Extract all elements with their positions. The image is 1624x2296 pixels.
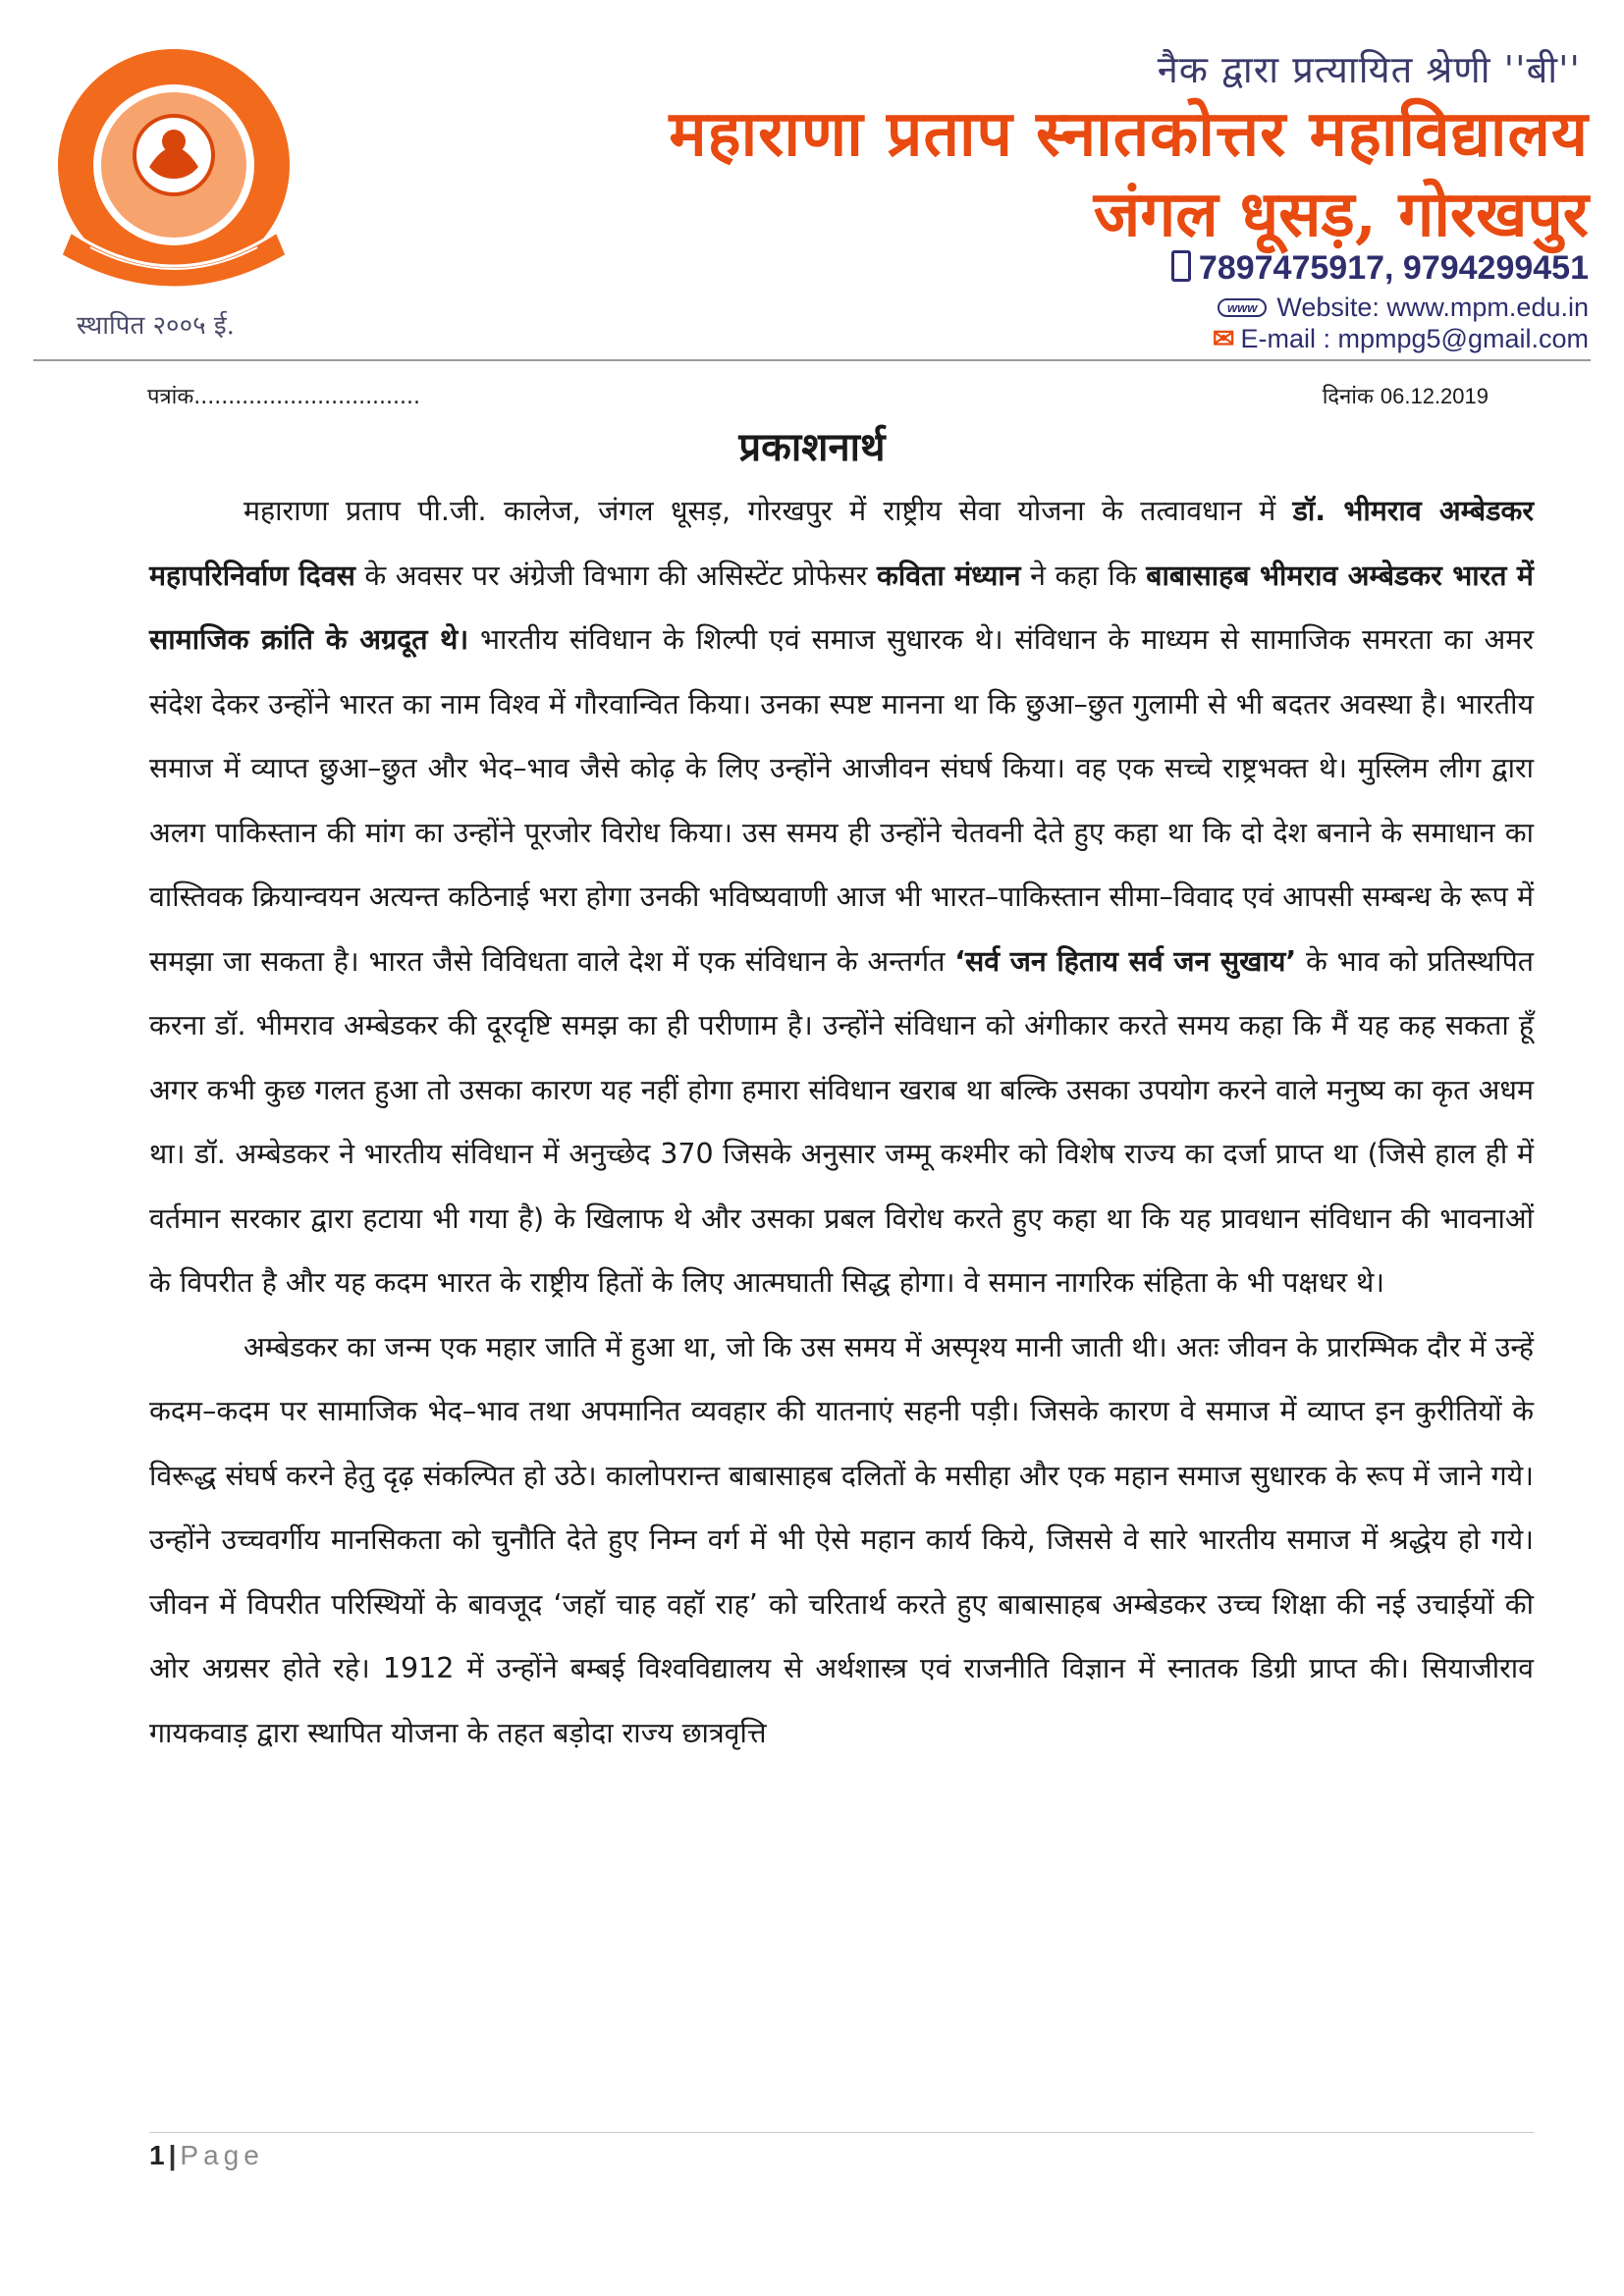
website-text: Website: www.mpm.edu.in bbox=[1276, 293, 1589, 322]
event-name-bold: डॉ. भीमराव अम्बेडकर महापरिनिर्वाण दिवस bbox=[149, 495, 1534, 592]
globe-www-icon: www bbox=[1218, 298, 1267, 317]
paragraph-1 bbox=[149, 479, 1534, 1315]
page-separator: | bbox=[168, 2140, 177, 2170]
envelope-icon: ✉ bbox=[1212, 324, 1235, 353]
para1-text: महाराणा प्रताप पी.जी. कालेज, जंगल धूसड़, गोरखपुर में राष्ट्रीय सेवा योजना के तत्वावधान में bbox=[244, 495, 1293, 527]
date-label: दिनांक bbox=[1322, 385, 1374, 409]
letterhead bbox=[0, 0, 1624, 365]
date-line bbox=[1323, 381, 1489, 410]
paragraph-2: अम्बेडकर का जन्म एक महार जाति में हुआ था, जो कि उस समय में अस्पृश्य मानी जाती थी। अतः जीवन के प्रारम्भिक दौर में उन्हें कदम–कदम पर सामाजिक भेद–भाव तथा अपमानित व्यवहार की यातनाएं सहनी पड़ी। जिसके कारण वे समाज में व्याप्त इन कुरीतियों के विरूद्ध संघर्ष करने हेतु दृढ़ संकल्पित हो उठे। कालोपरान्त बाबासाहब दलितों के मसीहा और एक महान समाज सुधारक के रूप में जाने गये। उन्होंने उच्चवर्गीय मानसिकता को चुनौति देते हुए निम्न वर्ग में भी ऐसे महान कार्य किये, जिससे वे सारे भारतीय समाज में श्रद्धेय हो गये। जीवन में विपरीत परिस्थियों के बावजूद ‘जहॉ चाह वहॉ राह’ को चरितार्थ करते हुए बाबासाहब अम्बेडकर उच्च शिक्षा की नई उचाईयों की ओर अग्रसर होते रहे। 1912 में उन्होंने बम्बई विश्वविद्यालय से अर्थशास्त्र एवं राजनीति विज्ञान में स्नातक डिग्री प्राप्त की। सियाजीराव गायकवाड़ द्वारा स्थापित योजना के तहत बड़ोदा राज्य छात्रवृत्ति bbox=[149, 1330, 1535, 1749]
speaker-name-bold: कविता मंध्यान bbox=[876, 559, 1021, 592]
para1-text: के भाव को प्रतिस्थपित करना डॉ. भीमराव अम्बेडकर की दूरदृष्टि समझ का ही परीणाम है। उन्होंने संविधान को अंगीकार करते समय कहा कि मैं यह कह सकता हूँ अगर कभी कुछ गलत हुआ तो उसका कारण यह नहीं होगा हमारा संविधान खराब था बल्कि उसका उपयोग करने वाले मनुष्य का कृत अधम था। डॉ. अम्बेडकर ने भारतीय संविधान में अनुच्छेद 370 जिसके अनुसार जम्मू कश्मीर को विशेष राज्य का दर्जा प्राप्त था (जिसे हाल ही में वर्तमान सरकार द्वारा हटाया भी गया है) के खिलाफ थे और उसका प्रबल विरोध करते हुए कहा था कि यह प्रावधान संविधान की भावनाओं के विपरीत है और यह कदम भारत के राष्ट्रीय हितों के लिए आत्मघाती सिद्ध होगा। वे समान नागरिक संहिता के भी पक्षधर थे। bbox=[149, 944, 1535, 1299]
established-year: स्थापित २००५ ई. bbox=[77, 311, 235, 341]
naac-accreditation-line: नैक द्वारा प्रत्यायित श्रेणी ''बी'' bbox=[1157, 48, 1581, 91]
para1-text: के अवसर पर अंग्रेजी विभाग की असिस्टेंट प्रोफेसर bbox=[354, 559, 877, 592]
college-name: महाराणा प्रताप स्नातकोत्तर महाविद्यालय bbox=[669, 97, 1589, 171]
key-quote-bold: बाबासाहब भीमराव अम्बेडकर भारत में सामाजिक क्रांति के अग्रदूत थे। bbox=[149, 559, 1534, 656]
phone-numbers bbox=[1171, 249, 1589, 288]
press-release-body bbox=[149, 479, 1534, 1765]
website-line bbox=[1218, 293, 1589, 323]
mobile-phone-icon bbox=[1171, 250, 1191, 282]
page-label: Page bbox=[180, 2140, 264, 2170]
para1-text: ने कहा कि bbox=[1020, 559, 1147, 592]
phone-text: 7897475917, 9794299451 bbox=[1198, 249, 1589, 287]
college-seal-logo bbox=[31, 39, 316, 334]
page-footer bbox=[149, 2140, 264, 2171]
para1-text: भारतीय संविधान के शिल्पी एवं समाज सुधारक थे। संविधान के माध्यम से सामाजिक समरता का अमर संदेश देकर उन्होंने भारत का नाम विश्व में गौरवान्वित किया। उनका स्पष्ट मानना था कि छुआ–छुत गुलामी से भी बदतर अवस्था है। भारतीय समाज में व्याप्त छुआ–छुत और भेद–भाव जैसे कोढ़ के लिए उन्होंने आजीवन संघर्ष किया। वह एक सच्चे राष्ट्रभक्त थे। मुस्लिम लीग द्वारा अलग पाकिस्तान की मांग का उन्होंने पूरजोर विरोध किया। उस समय ही उन्होंने चेतवनी देते हुए कहा था कि दो देश बनाने के समाधान का वास्तिवक क्रियान्वयन अत्यन्त कठिनाई भरा होगा उनकी भविष्यवाणी आज भी भारत–पाकिस्तान सीमा–विवाद एवं आपसी सम्बन्ध के रूप में समझा जा सकता है। भारत जैसे विविधता वाले देश में एक संविधान के अन्तर्गत bbox=[149, 623, 1535, 978]
footer-divider bbox=[149, 2132, 1534, 2133]
motto-bold: ‘सर्व जन हिताय सर्व जन सुखाय’ bbox=[954, 944, 1297, 978]
college-location: जंगल धूसड़, गोरखपुर bbox=[1093, 178, 1589, 251]
date-value: 06.12.2019 bbox=[1380, 384, 1489, 408]
email-text: E-mail : mpmpg5@gmail.com bbox=[1240, 324, 1589, 353]
page-number: 1 bbox=[149, 2140, 165, 2170]
reference-number: पत्रांक................................. bbox=[147, 385, 421, 409]
email-line bbox=[1213, 324, 1589, 354]
header-divider bbox=[33, 359, 1591, 361]
document-heading: प्रकाशनार्थ bbox=[738, 425, 886, 470]
